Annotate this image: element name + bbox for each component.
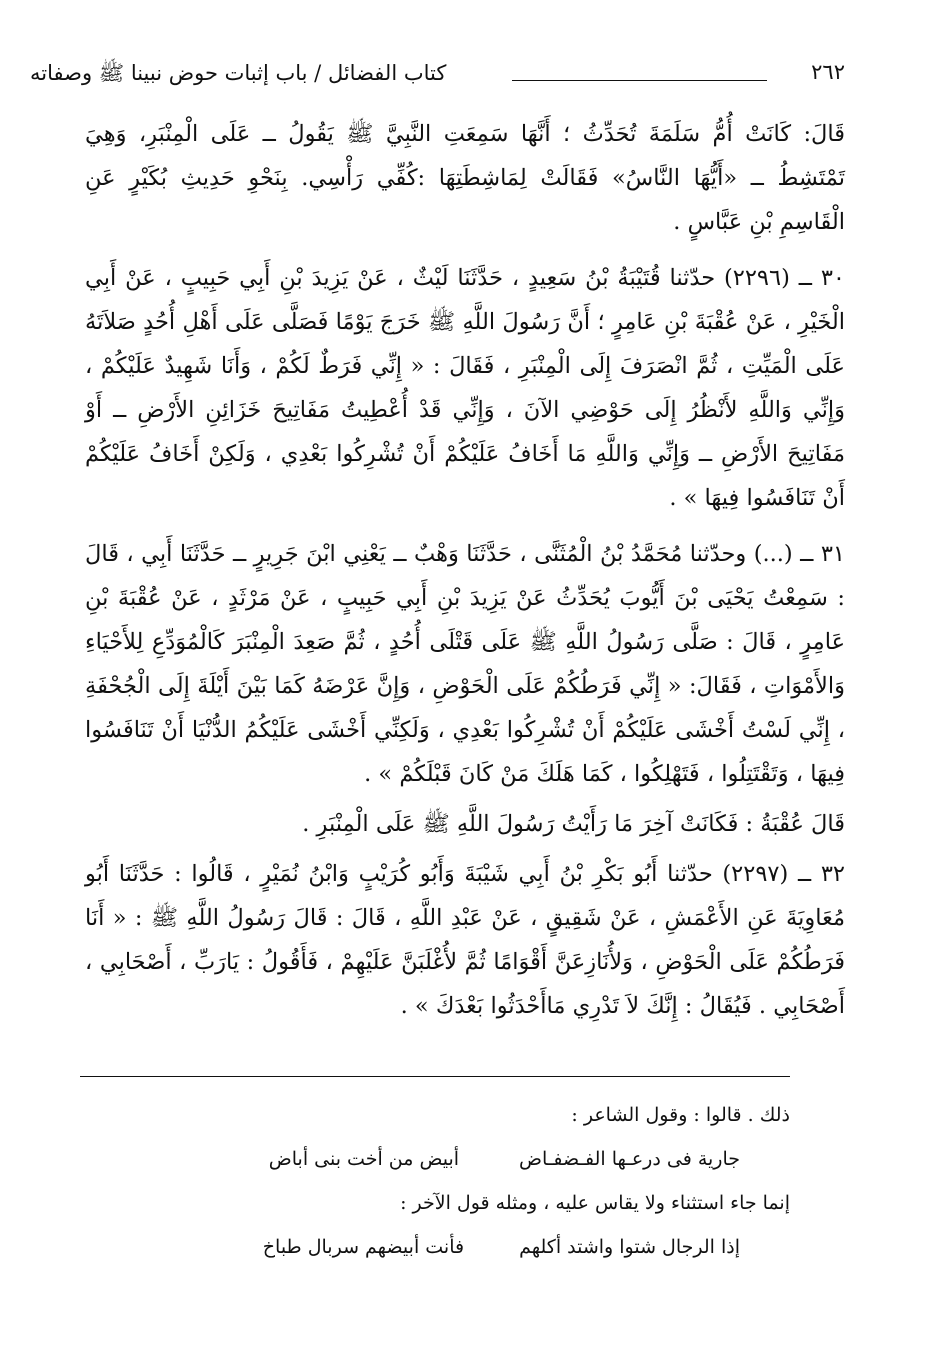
poetry-verse [80,1137,790,1181]
hadith-30: ٣٠ ــ (٢٢٩٦) حدّثنا قُتَيْبَةُ بْنُ سَعِيدٍ ، حَدَّثَنَا لَيْثٌ ، عَنْ يَزِيدَ بْنِ أَبِي حَبِيبٍ ، عَنْ أَبِي الْخَيْرِ ، عَنْ عُقْبَةَ بْنِ عَامِرٍ ؛ أَنَّ رَسُولَ اللَّهِ ﷺ خَرَجَ يَوْمًا فَصَلَّى عَلَى أَهْلِ أُحُدٍ صَلاَتَهُ عَلَى الْمَيِّتِ ، ثُمَّ انْصَرَفَ إِلَى الْمِنْبَرِ ، فَقَالَ : « إِنِّي فَرَطٌ لَكُمْ ، وَأَنَا شَهِيدٌ عَلَيْكُمْ ، وَإِنِّي وَاللَّهِ لأَنْظُرُ إِلَى حَوْضِي الآنَ ، وَإِنِّي قَدْ أُعْطِيتُ مَفَاتِيحَ خَزَائِنِ الأَرْضِ ــ أَوْ مَفَاتِيحَ الأَرْضِ ــ وَإِنِّي وَاللَّهِ مَا أَخَافُ عَلَيْكُمْ أَنْ تُشْرِكُوا بَعْدِي ، وَلَكِنْ أَخَافُ عَلَيْكُمْ أَنْ تَنَافَسُوا فِيهَا » . [85,265,845,511]
hadith-31: ٣١ ــ (...) وحدّثنا مُحَمَّدُ بْنُ الْمُثَنَّى ، حَدَّثَنَا وَهْبٌ ــ يَعْنِي ابْنَ جَرِيرٍ ــ حَدَّثَنَا أَبِي ، قَالَ : سَمِعْتُ يَحْيَى بْنَ أَيُّوبَ يُحَدِّثُ عَنْ يَزِيدَ بْنِ أَبِي حَبِيبٍ ، عَنْ مَرْثَدٍ ، عَنْ عُقْبَةَ بْنِ عَامِرٍ ، قَالَ : صَلَّى رَسُولُ اللَّهِ ﷺ عَلَى قَتْلَى أُحُدٍ ، ثُمَّ صَعِدَ الْمِنْبَرَ كَالْمُوَدِّعِ لِلأَحْيَاءِ وَالأَمْوَاتِ ، فَقَالَ: « إِنِّي فَرَطُكُمْ عَلَى الْحَوْضِ ، وَإِنَّ عَرْضَهُ كَمَا بَيْنَ أَيْلَةَ إِلَى الْجُحْفَةِ ، إِنِّي لَسْتُ أَخْشَى عَلَيْكُمْ أَنْ تُشْرِكُوا بَعْدِي ، وَلَكِنِّي أَخْشَى عَلَيْكُمُ الدُّنْيَا أَنْ تَنَافَسُوا فِيهَا ، وَتَقْتَتِلُوا ، فَتَهْلِكُوا ، كَمَا هَلَكَ مَنْ كَانَ قَبْلَكُمْ » . [85,541,845,787]
main-text [85,112,845,1028]
footnotes [80,1093,790,1269]
paragraph-continuation: قَالَ: كَانَتْ أُمُّ سَلَمَةَ تُحَدِّثُ ؛ أَنَّهَا سَمِعَتِ النَّبِيَّ ﷺ يَقُولُ ــ عَلَى الْمِنْبَرِ، وَهِيَ تَمْتَشِطُ ــ «أَيُّهَا النَّاسُ» فَقَالَتْ لِمَاشِطَتِهَا :كُفِّي رَأْسِي. بِنَحْوِ حَدِيثِ بُكَيْرٍ عَنِ الْقَاسِمِ بْنِ عَبَّاسٍ . [85,121,845,235]
page-number: ٢٦٢ [811,60,845,84]
verse-hemistich: أبيض من أخت بنى أباض [268,1148,460,1170]
poetry-verse [80,1225,790,1269]
verse-hemistich: جارية فى درعـها الفـضفـاض [519,1148,740,1170]
running-title: كتاب الفضائل / باب إثبات حوض نبينا ﷺ وصفاته [30,61,447,85]
footnote-line: إنما جاء استثناء ولا يقاس عليه ، ومثله قول الآخر : [400,1192,790,1214]
hadith-32: ٣٢ ــ (٢٢٩٧) حدّثنا أَبُو بَكْرِ بْنُ أَبِي شَيْبَةَ وَأَبُو كُرَيْبٍ وَابْنُ نُمَيْرٍ ، قَالُوا : حَدَّثَنَا أَبُو مُعَاوِيَةَ عَنِ الأَعْمَشِ ، عَنْ شَقِيقٍ ، عَنْ عَبْدِ اللَّهِ ، قَالَ : قَالَ رَسُولُ اللَّهِ ﷺ : « أَنَا فَرَطُكُمْ عَلَى الْحَوْضِ ، وَلأُنَازِعَنَّ أَقْوَامًا ثُمَّ لأُغْلَبَنَّ عَلَيْهِمْ ، فَأَقُولُ : يَارَبِّ ، أَصْحَابِي ، أَصْحَابِي . فَيُقَالُ : إِنَّكَ لاَ تَدْرِي مَاأَحْدَثُوا بَعْدَكَ » . [85,861,845,1019]
verse-hemistich: إذا الرجال شتوا واشتد أكلهم [519,1236,740,1258]
verse-hemistich: فأنت أبيضهم سربال طباخ [262,1236,465,1258]
footnote-line: ذلك . قالوا : وقول الشاعر : [571,1104,790,1126]
footnote-rule [80,1076,790,1077]
hadith-31-conclusion: قَالَ عُقْبَةُ : فَكَانَتْ آخِرَ مَا رَأَيْتُ رَسُولَ اللَّهِ ﷺ عَلَى الْمِنْبَرِ . [302,811,845,837]
header-rule [512,80,767,81]
page-header [30,52,845,92]
